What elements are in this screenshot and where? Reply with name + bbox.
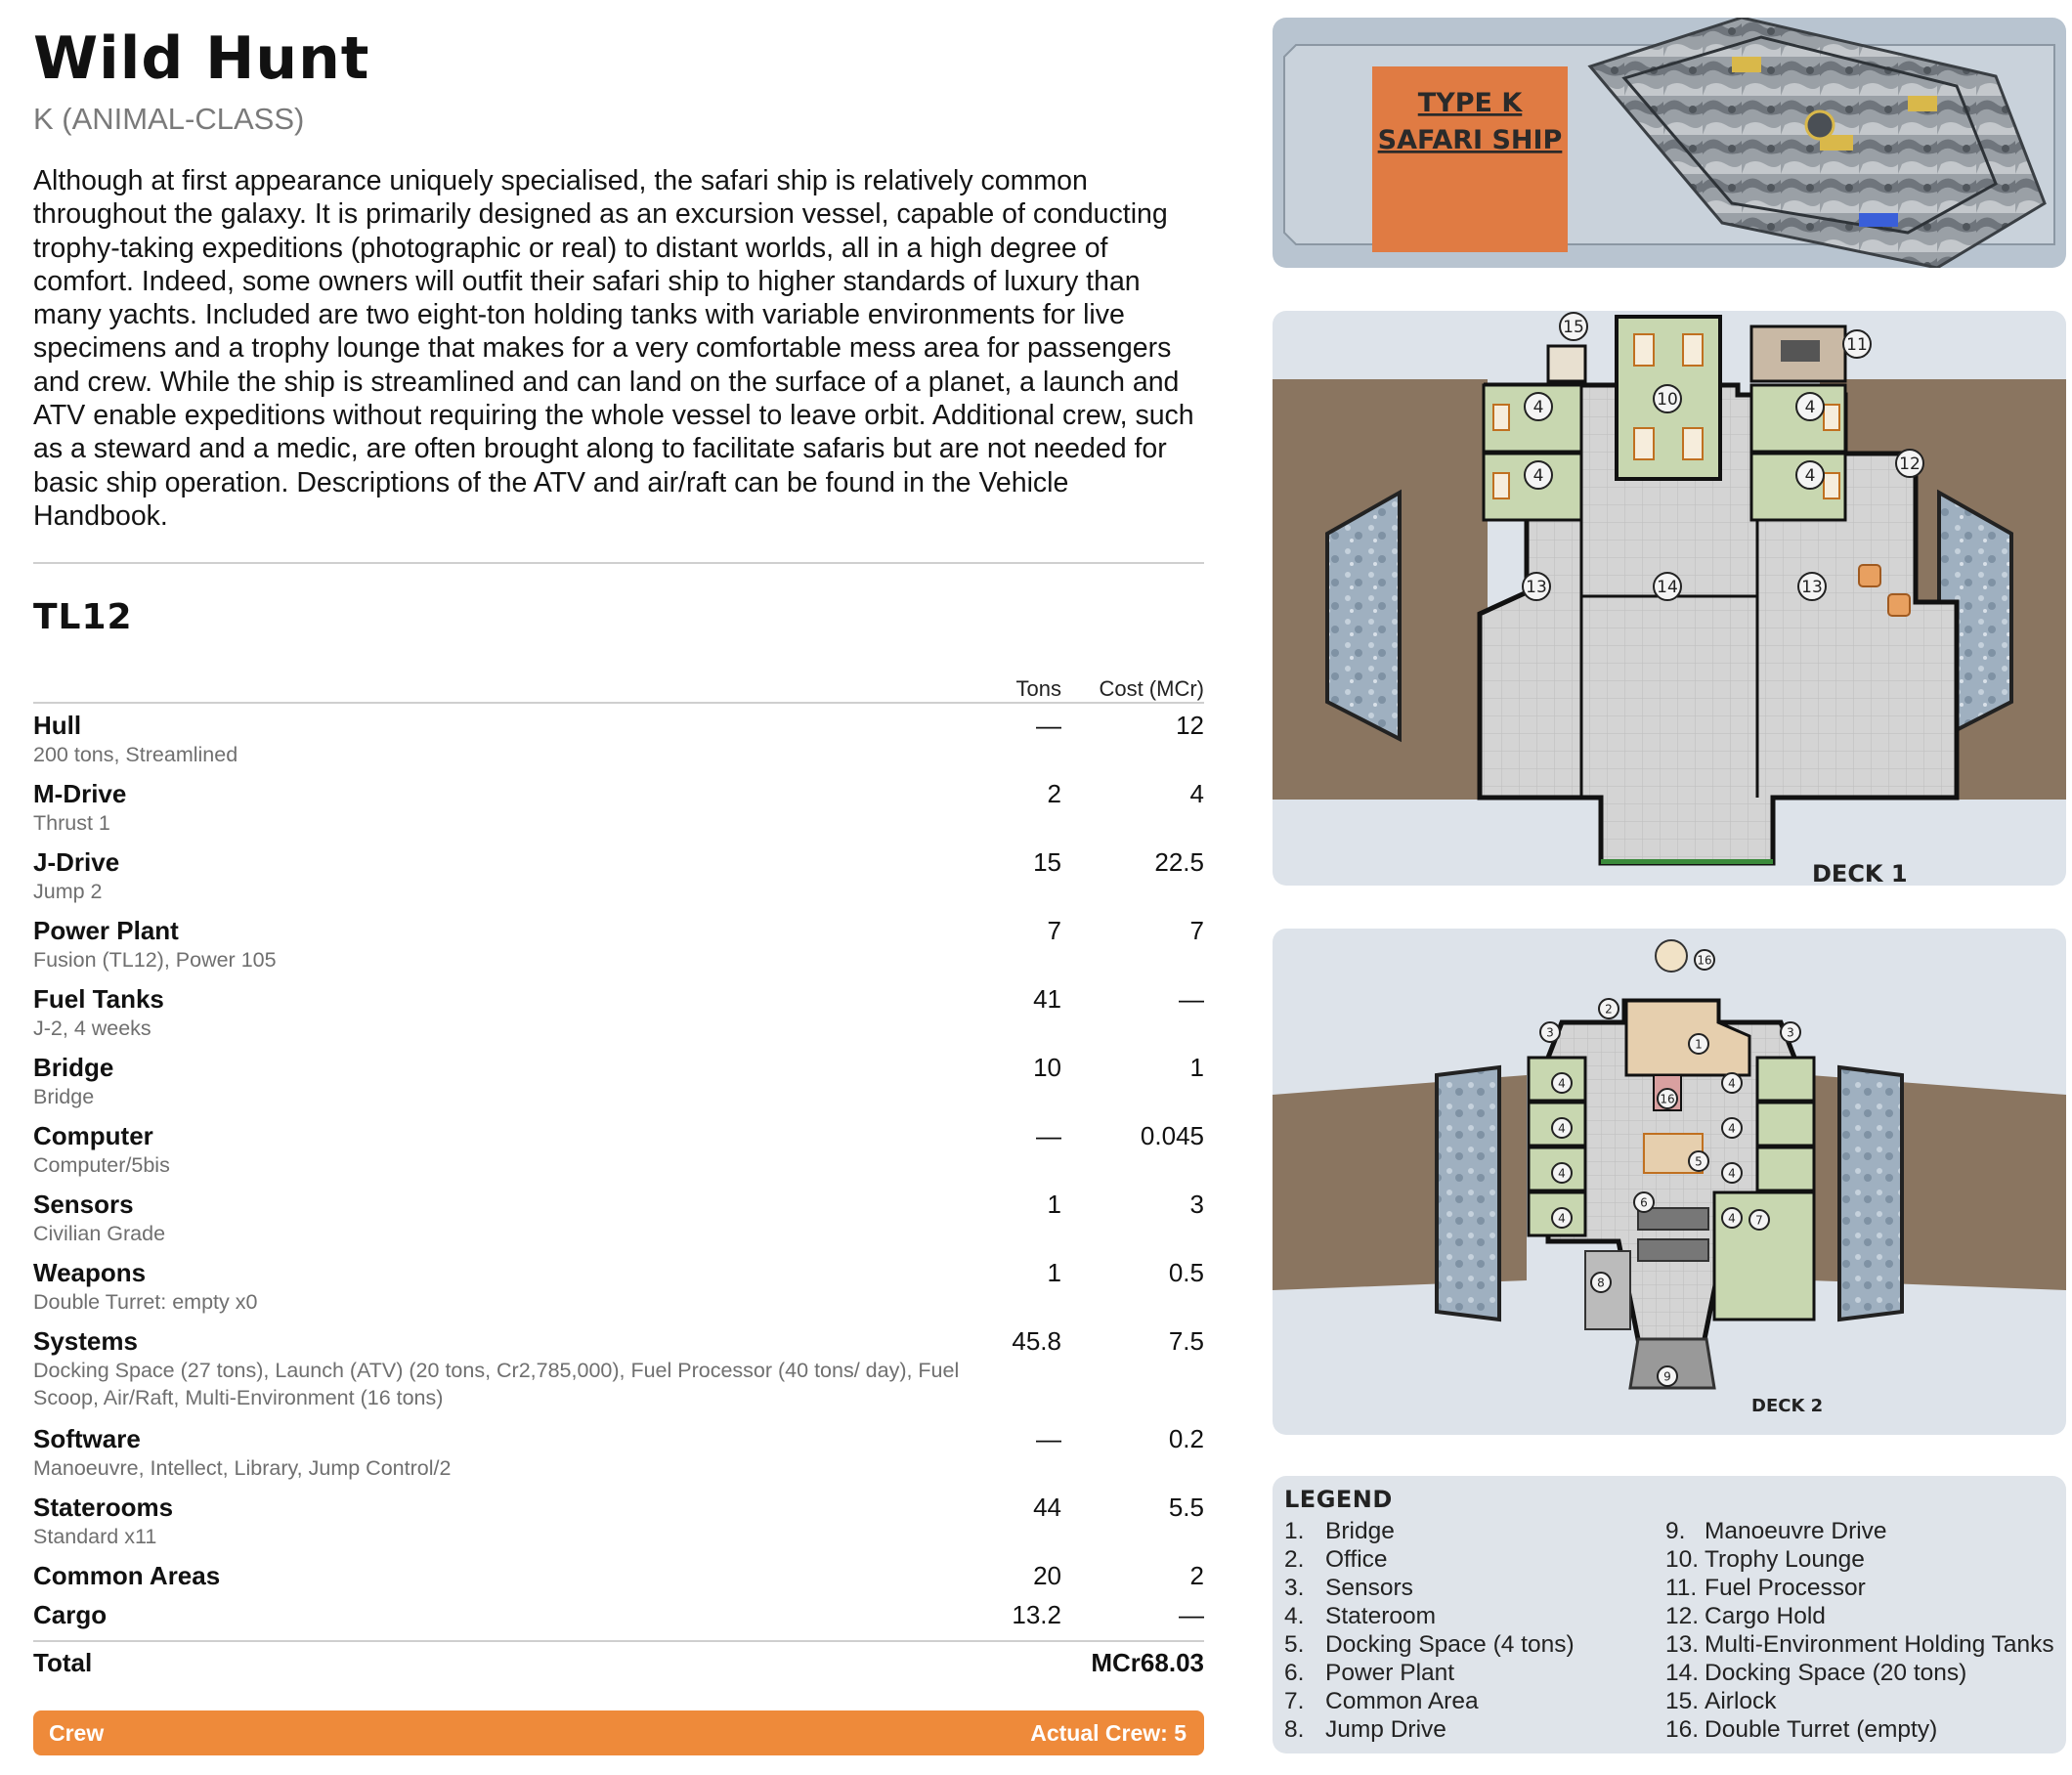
spec-row (33, 846, 1204, 905)
map-marker (1654, 573, 1681, 600)
legend-item (1284, 1574, 1575, 1602)
map-marker (1749, 1210, 1769, 1230)
map-marker (1552, 1208, 1572, 1228)
spec-row-name: Common Areas (33, 1561, 221, 1590)
legend-item (1665, 1545, 2054, 1574)
legend-item-number: 7. (1284, 1688, 1305, 1714)
map-marker (1722, 1163, 1742, 1183)
spec-row (33, 1423, 1204, 1482)
col-header-tons: Tons (1015, 676, 1061, 701)
map-marker (1843, 330, 1871, 358)
map-marker-label: 4 (1728, 1166, 1736, 1181)
total-value: MCr68.03 (1091, 1648, 1204, 1677)
legend-item-number: 8. (1284, 1716, 1305, 1743)
spec-row (33, 1257, 1204, 1316)
legend-item (1665, 1602, 2054, 1630)
legend-item-number: 13. (1665, 1631, 1700, 1658)
map-marker-label: 4 (1728, 1076, 1736, 1091)
legend-column-2 (1665, 1517, 2054, 1744)
spec-row-tons: — (1036, 711, 1061, 740)
map-marker (1781, 1022, 1800, 1042)
map-marker (1722, 1073, 1742, 1093)
legend-item-number: 10. (1665, 1546, 1700, 1573)
actual-crew: Actual Crew: 5 (1030, 1720, 1187, 1746)
spec-row-detail: Manoeuvre, Intellect, Library, Jump Control/2 (33, 1456, 452, 1480)
legend-item (1284, 1545, 1575, 1574)
legend-item-number: 1. (1284, 1518, 1305, 1544)
legend-item (1665, 1630, 2054, 1659)
total-row (33, 1646, 1204, 1679)
map-marker-label: 4 (1728, 1211, 1736, 1226)
legend-item-label: Bridge (1325, 1518, 1395, 1544)
spec-row-tons: 2 (1047, 779, 1061, 808)
legend-item-number: 3. (1284, 1575, 1305, 1601)
spec-row-name: Cargo (33, 1600, 108, 1629)
spec-row-name: Fuel Tanks (33, 984, 164, 1014)
map-marker-label: 4 (1558, 1166, 1566, 1181)
spec-row-name: M-Drive (33, 779, 127, 808)
legend-item (1665, 1574, 2054, 1602)
legend-item (1284, 1659, 1575, 1687)
spec-row-cost: — (1179, 984, 1204, 1014)
map-marker (1591, 1273, 1611, 1292)
spec-row-cost: 0.045 (1140, 1121, 1204, 1150)
map-marker (1798, 573, 1826, 600)
legend-item (1665, 1687, 2054, 1715)
legend-item-number: 15. (1665, 1688, 1700, 1714)
spec-row-name: J-Drive (33, 847, 120, 877)
spec-row-cost: 0.5 (1168, 1258, 1204, 1287)
map-marker (1540, 1022, 1560, 1042)
header-divider (33, 702, 1204, 704)
spec-row-name: Systems (33, 1326, 138, 1356)
spec-row-detail: 200 tons, Streamlined (33, 743, 238, 766)
spec-row (33, 1560, 1204, 1591)
spec-row (33, 1599, 1204, 1630)
spec-row (33, 778, 1204, 837)
banner-line1: TYPE K (1417, 88, 1523, 118)
spec-row-tons: 20 (1033, 1561, 1061, 1590)
map-marker-label: 13 (1801, 578, 1823, 598)
spec-row-tons: 15 (1033, 847, 1061, 877)
map-marker (1523, 573, 1550, 600)
map-marker (1722, 1208, 1742, 1228)
ship-banner-art (1273, 18, 2066, 268)
ship-title: Wild Hunt (33, 24, 370, 93)
map-marker-label: 4 (1532, 398, 1544, 418)
spec-row-tons: 1 (1047, 1258, 1061, 1287)
map-marker (1689, 1034, 1708, 1054)
map-marker (1634, 1192, 1654, 1212)
map-marker (1722, 1118, 1742, 1138)
spec-row-cost: 5.5 (1168, 1493, 1204, 1522)
legend-item-label: Sensors (1325, 1575, 1413, 1601)
map-marker-label: 4 (1558, 1121, 1566, 1136)
legend-item-number: 6. (1284, 1660, 1305, 1686)
deck1-plan (1273, 311, 2066, 886)
legend-item-number: 5. (1284, 1631, 1305, 1658)
legend-item-number: 12. (1665, 1603, 1700, 1629)
legend-item-label: Trophy Lounge (1705, 1546, 1865, 1573)
legend-item (1665, 1517, 2054, 1545)
map-marker-label: 3 (1546, 1025, 1554, 1040)
map-marker (1658, 1089, 1677, 1108)
legend-item-number: 2. (1284, 1546, 1305, 1573)
spec-row-tons: 7 (1047, 916, 1061, 945)
map-marker-label: 9 (1663, 1369, 1671, 1384)
legend-item-label: Common Area (1325, 1688, 1479, 1714)
map-marker (1654, 385, 1681, 412)
legend-item (1665, 1659, 2054, 1687)
legend-item-label: Power Plant (1325, 1660, 1455, 1686)
legend-item-label: Docking Space (20 tons) (1705, 1660, 1967, 1686)
spec-row-detail: Double Turret: empty x0 (33, 1290, 258, 1314)
crew-label: Crew (49, 1720, 105, 1746)
spec-row-tons: 44 (1033, 1493, 1061, 1522)
map-marker (1796, 393, 1824, 420)
section-divider (33, 562, 1204, 564)
spec-row (33, 1052, 1204, 1110)
legend-item-label: Airlock (1705, 1688, 1777, 1714)
total-label: Total (33, 1648, 93, 1677)
spec-row-detail: Civilian Grade (33, 1222, 166, 1245)
map-marker (1796, 461, 1824, 489)
legend-item-label: Double Turret (empty) (1705, 1716, 1938, 1743)
map-marker (1560, 313, 1587, 340)
map-marker-label: 10 (1657, 390, 1678, 411)
spec-row-detail: Fusion (TL12), Power 105 (33, 948, 277, 972)
spec-row-name: Sensors (33, 1190, 134, 1219)
spec-row (33, 983, 1204, 1042)
deck1-label: DECK 1 (1812, 860, 1908, 886)
spec-row-detail: Computer/5bis (33, 1153, 170, 1177)
spec-row-tons: 1 (1047, 1190, 1061, 1219)
spec-row-name: Weapons (33, 1258, 147, 1287)
legend-panel (1273, 1476, 2066, 1753)
spec-row-tons: 45.8 (1012, 1326, 1061, 1356)
spec-row (33, 1120, 1204, 1179)
map-marker (1695, 950, 1714, 970)
map-marker (1525, 461, 1552, 489)
map-marker (1525, 393, 1552, 420)
map-marker-label: 4 (1804, 398, 1816, 418)
map-marker-label: 14 (1657, 578, 1678, 598)
map-marker (1552, 1118, 1572, 1138)
spec-row-tons: 13.2 (1012, 1600, 1061, 1629)
spec-row-name: Bridge (33, 1053, 114, 1082)
map-marker (1552, 1163, 1572, 1183)
total-divider (33, 1640, 1204, 1642)
map-marker-label: 6 (1640, 1195, 1648, 1210)
spec-row-detail: Docking Space (27 tons), Launch (ATV) (20 tons, Cr2,785,000), Fuel Processor (40 tons/ day), Fuel Scoop, Air/Raft, Multi-Environment (16 tons) (33, 1359, 960, 1409)
spec-row (33, 915, 1204, 974)
deck2-plan (1273, 929, 2066, 1435)
map-marker (1552, 1073, 1572, 1093)
spec-row-cost: 7.5 (1168, 1326, 1204, 1356)
tech-level: TL12 (33, 597, 133, 638)
map-marker-label: 16 (1697, 953, 1712, 968)
ship-description: Although at first appearance uniquely specialised, the safari ship is relatively common throughout the galaxy. It is primarily designed as an excursion vessel, capable of conducting trophy-taking expeditions (photographic or real) to distant worlds, all in a high degree of comfort. Indeed, some owners will outfit their safari ship to higher standards of luxury than many yachts. Included are two eight-ton holding tanks with variable environments for live specimens and a trophy lounge that makes for a very comfortable mess area for passengers and crew. While the ship is streamlined and can land on the surface of a planet, a launch and ATV enable expeditions without requiring the whole vessel to leave orbit. Additional crew, such as a steward and a medic, are often brought along to facilitate safaris but are not needed for basic ship operation. Descriptions of the ATV and air/raft can be found in the Vehicle Handbook. (33, 165, 1194, 532)
ship-banner-panel (1273, 18, 2066, 268)
spec-row (33, 1325, 1204, 1411)
map-marker (1896, 450, 1923, 477)
spec-row-detail: J-2, 4 weeks (33, 1017, 151, 1040)
deck1-plan-panel (1273, 311, 2066, 886)
legend-item (1665, 1715, 2054, 1744)
legend-item-label: Fuel Processor (1705, 1575, 1866, 1601)
map-marker-label: 15 (1563, 318, 1584, 338)
map-marker-label: 4 (1804, 466, 1816, 487)
spec-row-detail: Bridge (33, 1085, 95, 1108)
spec-row-cost: 12 (1176, 711, 1204, 740)
ship-class: K (ANIMAL-CLASS) (33, 102, 305, 136)
spec-row-cost: 1 (1189, 1053, 1204, 1082)
spec-row-tons: 41 (1033, 984, 1061, 1014)
legend-item-number: 4. (1284, 1603, 1305, 1629)
spec-row-tons: — (1036, 1424, 1061, 1453)
legend-item-number: 14. (1665, 1660, 1700, 1686)
map-marker-label: 1 (1695, 1037, 1703, 1052)
legend-item-number: 11. (1665, 1575, 1698, 1601)
map-marker-label: 13 (1526, 578, 1547, 598)
spec-row-tons: 10 (1033, 1053, 1061, 1082)
spec-row-cost: 4 (1189, 779, 1204, 808)
legend-item (1284, 1715, 1575, 1744)
map-marker-label: 11 (1846, 335, 1868, 356)
spec-row-cost: 3 (1189, 1190, 1204, 1219)
map-marker-label: 4 (1558, 1076, 1566, 1091)
legend-item-label: Cargo Hold (1705, 1603, 1826, 1629)
spec-row-cost: 2 (1189, 1561, 1204, 1590)
spec-row-cost: 22.5 (1154, 847, 1204, 877)
crew-bar[interactable] (33, 1710, 1204, 1755)
legend-column-1 (1284, 1517, 1575, 1744)
spec-row-cost: 7 (1189, 916, 1204, 945)
deck2-plan-panel (1273, 929, 2066, 1435)
map-marker-label: 4 (1532, 466, 1544, 487)
legend-item-number: 16. (1665, 1716, 1700, 1743)
spec-row (33, 1492, 1204, 1550)
spec-row (33, 1189, 1204, 1247)
spec-row-name: Computer (33, 1121, 153, 1150)
spec-row (33, 710, 1204, 768)
map-marker (1658, 1366, 1677, 1386)
legend-item (1284, 1602, 1575, 1630)
legend-item-number: 9. (1665, 1518, 1686, 1544)
map-marker-label: 3 (1787, 1025, 1794, 1040)
left-column (33, 22, 1204, 637)
spec-row-name: Software (33, 1424, 141, 1453)
deck2-label: DECK 2 (1751, 1396, 1824, 1416)
map-marker-label: 5 (1695, 1154, 1703, 1169)
spec-row-name: Hull (33, 711, 82, 740)
legend-title: LEGEND (1284, 1486, 1393, 1513)
legend-item-label: Manoeuvre Drive (1705, 1518, 1887, 1544)
legend-item-label: Multi-Environment Holding Tanks (1705, 1631, 2054, 1658)
spec-row-name: Staterooms (33, 1493, 174, 1522)
map-marker-label: 8 (1597, 1276, 1605, 1290)
map-marker-label: 4 (1558, 1211, 1566, 1226)
spec-row-detail: Standard x11 (33, 1525, 157, 1548)
legend-item-label: Office (1325, 1546, 1388, 1573)
legend-item (1284, 1687, 1575, 1715)
legend-item-label: Stateroom (1325, 1603, 1437, 1629)
legend-item-label: Jump Drive (1325, 1716, 1446, 1743)
map-marker-label: 12 (1899, 455, 1921, 475)
spec-row-tons: — (1036, 1121, 1061, 1150)
banner-line2: SAFARI SHIP (1377, 125, 1563, 155)
map-marker-label: 7 (1755, 1213, 1763, 1228)
spec-row-name: Power Plant (33, 916, 179, 945)
map-marker-label: 4 (1728, 1121, 1736, 1136)
spec-row-detail: Jump 2 (33, 880, 103, 903)
spec-row-cost: — (1179, 1600, 1204, 1629)
spec-row-detail: Thrust 1 (33, 811, 110, 835)
legend-item (1284, 1517, 1575, 1545)
map-marker-label: 16 (1660, 1092, 1675, 1106)
legend-item-label: Docking Space (4 tons) (1325, 1631, 1575, 1658)
map-marker (1599, 999, 1619, 1018)
col-header-cost: Cost (MCr) (1099, 676, 1204, 701)
map-marker-label: 2 (1605, 1002, 1613, 1017)
spec-row-cost: 0.2 (1168, 1424, 1204, 1453)
map-marker (1689, 1151, 1708, 1171)
legend-item (1284, 1630, 1575, 1659)
